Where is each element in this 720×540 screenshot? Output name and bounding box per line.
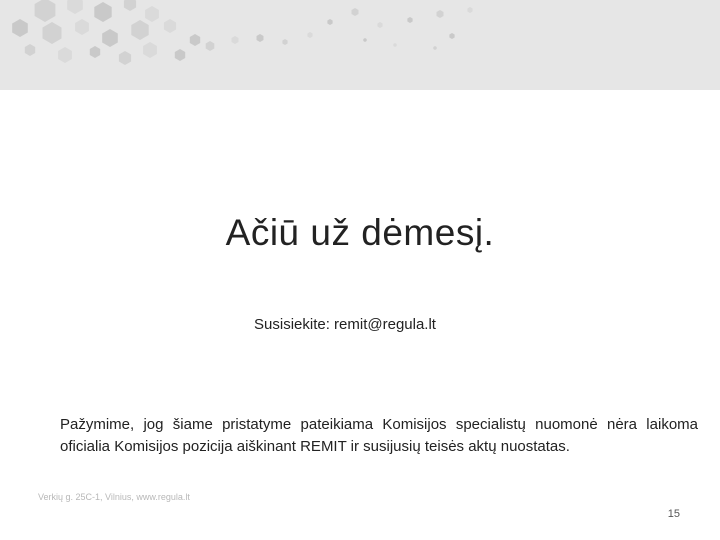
hexagon-decoration [143,42,157,58]
hexagon-decoration [145,6,159,22]
hexagon-decoration [131,20,148,40]
hexagon-decoration [363,38,366,42]
hexagon-decoration [175,49,185,61]
hexagon-decoration [12,19,28,37]
hexagon-pattern-icon [0,0,720,90]
hexagon-decoration [352,8,359,16]
hexagon-decoration [190,34,200,46]
hexagon-decoration [75,19,89,35]
contact-line: Susisiekite: remit@regula.lt [254,316,436,333]
hexagon-decoration [90,46,100,58]
hexagon-decoration [327,19,332,25]
hexagon-decoration [407,17,412,23]
hexagon-decoration [393,43,396,47]
hexagon-decoration [467,7,472,13]
hexagon-decoration [433,46,436,50]
hexagon-decoration [437,10,444,18]
header-band [0,0,720,90]
hexagon-decoration [164,19,176,33]
hexagon-decoration [124,0,136,11]
hexagon-decoration [35,0,56,22]
hexagon-decoration [206,41,215,51]
hexagon-decoration [282,39,287,45]
hexagon-decoration [58,47,72,63]
hexagon-decoration [307,32,312,38]
disclaimer-text: Pažymime, jog šiame pristatyme pateikiama Komisijos specialistų nuomonė nėra laikoma oficialia Komisijos pozicija aiškinant REMIT ir susijusių teisės aktų nuostatas. [60,416,698,455]
hexagon-decoration [67,0,83,14]
hexagon-decoration [377,22,382,28]
hexagon-decoration [25,44,35,56]
slide-title: Ačiū už dėmesį. [225,212,495,253]
hexagon-decoration [119,51,131,65]
hexagon-decoration [102,29,118,47]
hexagon-decoration [257,34,264,42]
hexagon-decoration [94,2,111,22]
page-number: 15 [667,508,680,520]
footer-address: Verkių g. 25C-1, Vilnius, www.regula.lt [38,492,190,502]
hexagon-decoration [449,33,454,39]
hexagon-decoration [232,36,239,44]
hexagon-decoration [43,22,62,44]
